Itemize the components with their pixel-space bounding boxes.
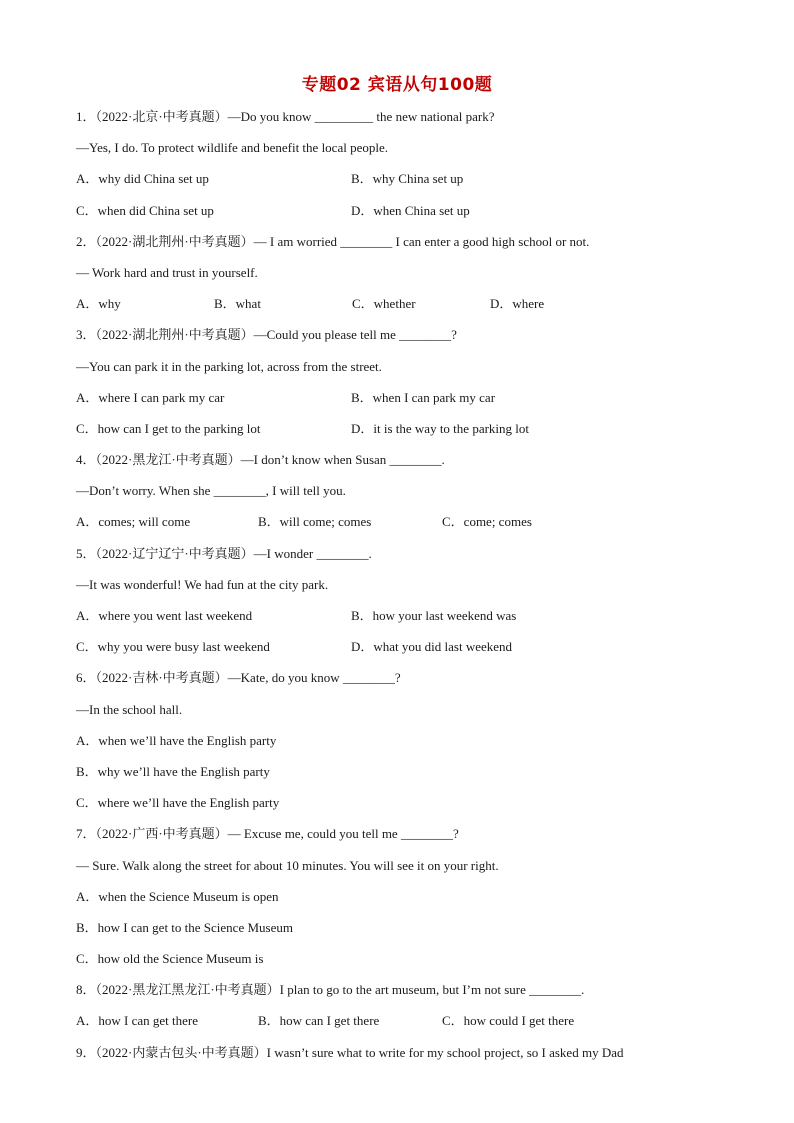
option-d: D．what you did last weekend [351,639,513,655]
question-stem: 4．（2022·黑龙江·中考真题）—I don’t know when Susan ________. [76,452,445,468]
question-reply: — Sure. Walk along the street for about 10 minutes. You will see it on your right. [76,857,499,873]
options-row [76,416,716,447]
question-reply: —It was wonderful! We had fun at the city park. [76,576,329,592]
option-c: C．whether [352,296,416,312]
question-stem: 8．（2022·黑龙江黑龙江·中考真题）I plan to go to the art museum, but I’m not sure ________. [76,982,585,998]
question-stem: 1．（2022·北京·中考真题）—Do you know _________ the new national park? [76,109,495,124]
option-c: C．how old the Science Museum is [76,951,264,967]
option-a: A．where I can park my car [76,389,225,405]
options-row [76,198,716,229]
option-b: B．how your last weekend was [351,608,517,623]
option-a: A．where you went last weekend [76,608,253,623]
option-b: B．why we’ll have the English party [76,763,270,779]
options-row [76,385,716,416]
option-a: A．when we’ll have the English party [76,732,277,748]
question-stem: 9．（2022·内蒙古包头·中考真题）I wasn’t sure what to write for my school project, so I asked my Dad [76,1044,624,1060]
options-row [76,1008,716,1039]
option-a: A．why [76,296,121,312]
option-d: D．when China set up [351,202,470,218]
question-stem: 6．（2022·吉林·中考真题）—Kate, do you know ________? [76,670,401,686]
option-b: B．when I can park my car [351,389,496,405]
question-stem: 3．（2022·湖北荆州·中考真题）—Could you please tell me ________? [76,327,457,343]
option-a: A．how I can get there [76,1013,199,1029]
options-row [76,603,716,634]
option-b: B．why China set up [351,171,464,187]
option-a: A．when the Science Museum is open [76,888,279,904]
option-d: D．where [490,296,545,312]
options-row [76,509,716,540]
option-b: B．how can I get there [258,1013,380,1029]
question-stem: 5．（2022·辽宁辽宁·中考真题）—I wonder ________. [76,545,372,561]
option-c: C．how could I get there [442,1013,575,1029]
options-row [76,634,716,665]
option-c: C．why you were busy last weekend [76,639,270,655]
option-c: C．how can I get to the parking lot [76,420,261,436]
option-b: B．what [214,296,261,312]
question-reply: —Yes, I do. To protect wildlife and benefit the local people. [76,140,388,156]
options-row [76,166,716,197]
option-b: B．how I can get to the Science Museum [76,919,293,935]
question-stem: 7．（2022·广西·中考真题）— Excuse me, could you tell me ________? [76,826,459,842]
option-d: D．it is the way to the parking lot [351,420,530,436]
option-b: B．will come; comes [258,514,372,530]
options-row [76,291,716,322]
question-stem: 2．（2022·湖北荆州·中考真题）— I am worried ________ I can enter a good high school or not. [76,233,590,249]
question-list [76,104,716,1071]
option-a: A．why did China set up [76,171,209,187]
question-reply: — Work hard and trust in yourself. [76,264,258,280]
question-reply: —You can park it in the parking lot, across from the street. [76,358,382,374]
option-c: C．where we’ll have the English party [76,795,280,811]
page-title: 专题02 宾语从句100题 [301,75,493,95]
option-c: C．come; comes [442,514,532,530]
question-reply: —Don’t worry. When she ________, I will tell you. [76,483,346,499]
question-reply: —In the school hall. [76,701,183,717]
option-c: C．when did China set up [76,202,214,218]
option-a: A．comes; will come [76,514,191,530]
